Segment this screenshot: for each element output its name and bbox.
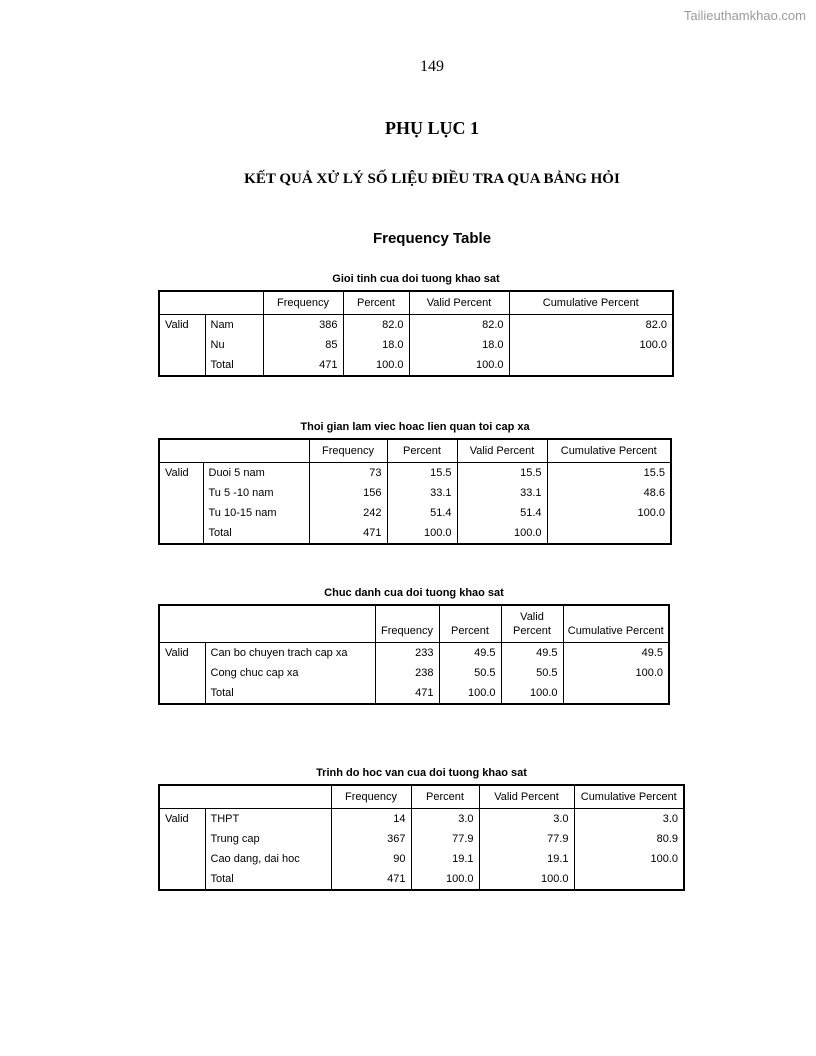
column-header: Frequency [309,439,387,463]
cell-value: 49.5 [563,643,669,664]
cell-value: 50.5 [501,663,563,683]
frequency-table [158,784,685,891]
cell-value: 3.0 [411,809,479,830]
table-title: Gioi tinh cua doi tuong khao sat [332,273,500,285]
column-header: Percent [387,439,457,463]
cell-value: 471 [263,355,343,376]
frequency-table-block [158,421,672,545]
cell-value: 85 [263,335,343,355]
appendix-subheading: KẾT QUẢ XỬ LÝ SỐ LIỆU ĐIỀU TRA QUA BẢNG HỎI [244,171,620,187]
column-header: Percent [439,605,501,643]
table-row [159,643,669,664]
cell-value: 100.0 [547,503,671,523]
row-label: Nam [205,315,263,336]
row-label: Nu [205,335,263,355]
cell-value [547,523,671,544]
cell-value: 100.0 [479,869,574,890]
cell-value: 386 [263,315,343,336]
row-label: Total [205,355,263,376]
cell-value: 51.4 [387,503,457,523]
row-label: Total [205,869,331,890]
table-row [159,315,673,336]
cell-value: 82.0 [509,315,673,336]
column-header: Percent [343,291,409,315]
cell-value: 49.5 [501,643,563,664]
frequency-table-block [158,767,685,891]
column-header: Percent [411,785,479,809]
cell-value: 156 [309,483,387,503]
cell-value: 100.0 [563,663,669,683]
cell-value: 100.0 [509,335,673,355]
table-row [159,503,671,523]
table-row [159,829,684,849]
cell-value: 51.4 [457,503,547,523]
table-row [159,809,684,830]
cell-value: 14 [331,809,411,830]
column-header: Frequency [263,291,343,315]
table-row [159,355,673,376]
table-corner-cell [159,785,331,809]
page-number: 149 [420,58,444,75]
cell-value: 18.0 [409,335,509,355]
column-header: Valid Percent [457,439,547,463]
section-title: Frequency Table [372,230,492,247]
row-label: Total [205,683,375,704]
cell-value: 19.1 [479,849,574,869]
row-label: Can bo chuyen trach cap xa [205,643,375,664]
cell-value [509,355,673,376]
cell-value: 100.0 [411,869,479,890]
cell-value: 233 [375,643,439,664]
group-label: Valid [165,813,189,825]
cell-value: 80.9 [574,829,684,849]
column-header: Cumulative Percent [563,605,669,643]
row-label: Total [203,523,309,544]
table-row [159,523,671,544]
table-row [159,869,684,890]
cell-value: 3.0 [574,809,684,830]
cell-value: 82.0 [343,315,409,336]
table-row [159,663,669,683]
cell-value: 471 [331,869,411,890]
cell-value: 18.0 [343,335,409,355]
cell-value: 3.0 [479,809,574,830]
column-header: Valid Percent [501,605,563,643]
cell-value: 100.0 [387,523,457,544]
row-label: Tu 5 -10 nam [203,483,309,503]
table-row [159,683,669,704]
frequency-table [158,604,670,705]
tables-container [0,273,816,891]
cell-value: 15.5 [457,463,547,484]
cell-value: 77.9 [411,829,479,849]
table-corner-cell [159,605,375,643]
cell-value: 48.6 [547,483,671,503]
column-header: Cumulative Percent [509,291,673,315]
cell-value: 50.5 [439,663,501,683]
row-label: Cao dang, dai hoc [205,849,331,869]
cell-value: 471 [375,683,439,704]
table-row [159,463,671,484]
cell-value: 19.1 [411,849,479,869]
row-label: Tu 10-15 nam [203,503,309,523]
row-label: THPT [205,809,331,830]
column-header: Frequency [375,605,439,643]
cell-value: 100.0 [409,355,509,376]
cell-value: 33.1 [387,483,457,503]
group-label: Valid [165,319,189,331]
row-label: Cong chuc cap xa [205,663,375,683]
cell-value [563,683,669,704]
table-corner-cell [159,291,263,315]
group-label: Valid [165,467,189,479]
cell-value: 100.0 [439,683,501,704]
column-header: Cumulative Percent [547,439,671,463]
frequency-table-block [158,273,674,377]
cell-value: 100.0 [501,683,563,704]
cell-value: 90 [331,849,411,869]
table-row [159,483,671,503]
cell-value: 82.0 [409,315,509,336]
table-title: Chuc danh cua doi tuong khao sat [324,587,504,599]
row-label: Trung cap [205,829,331,849]
cell-value: 367 [331,829,411,849]
cell-value: 471 [309,523,387,544]
cell-value: 15.5 [387,463,457,484]
appendix-heading: PHỤ LỤC 1 [385,118,479,138]
row-label: Duoi 5 nam [203,463,309,484]
cell-value: 238 [375,663,439,683]
cell-value: 33.1 [457,483,547,503]
cell-value [574,869,684,890]
cell-value: 77.9 [479,829,574,849]
table-row [159,335,673,355]
cell-value: 100.0 [457,523,547,544]
frequency-table [158,290,674,377]
table-row [159,849,684,869]
table-title: Thoi gian lam viec hoac lien quan toi cap xa [300,421,530,433]
table-title: Trinh do hoc van cua doi tuong khao sat [316,767,527,779]
watermark: Tailieuthamkhao.com [683,8,806,23]
cell-value: 15.5 [547,463,671,484]
column-header: Cumulative Percent [574,785,684,809]
cell-value: 73 [309,463,387,484]
column-header: Frequency [331,785,411,809]
frequency-table [158,438,672,545]
table-corner-cell [159,439,309,463]
column-header: Valid Percent [409,291,509,315]
cell-value: 100.0 [343,355,409,376]
cell-value: 100.0 [574,849,684,869]
group-label: Valid [165,647,189,659]
column-header: Valid Percent [479,785,574,809]
cell-value: 242 [309,503,387,523]
frequency-table-block [158,587,670,705]
cell-value: 49.5 [439,643,501,664]
